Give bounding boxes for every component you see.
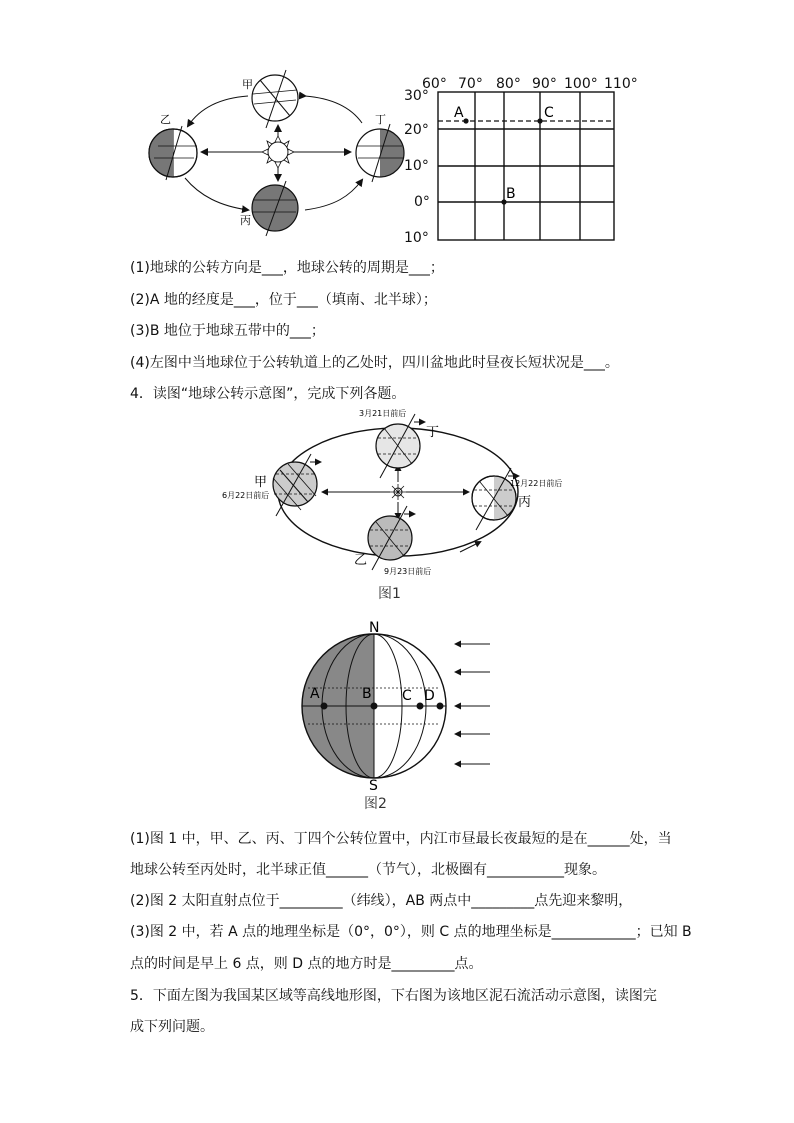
label-fig1-bing: 丙: [518, 495, 532, 510]
point-fig2-a: [321, 703, 328, 710]
label-fig2-c: C: [402, 688, 412, 704]
lon-label-110: 110°: [604, 76, 638, 92]
globe-fig1-bing: [472, 468, 518, 530]
label-fig2-d: D: [424, 688, 435, 704]
fig2-caption: 图2: [364, 796, 387, 812]
globe-fig1-yi: [368, 506, 414, 570]
label-fig2-a: A: [310, 686, 320, 702]
point-a-label: A: [454, 105, 464, 121]
point-fig2-d: [437, 703, 444, 710]
sun-icon: [390, 484, 406, 500]
label-s: S: [369, 778, 378, 794]
label-jia: 甲: [242, 78, 253, 91]
lat-label-0: 0°: [414, 194, 430, 210]
fig1-caption: 图1: [378, 586, 401, 602]
lon-label-80: 80°: [496, 76, 521, 92]
label-fig1-yi: 乙: [354, 553, 368, 568]
q5-line1: 5．下面左图为我国某区域等高线地形图，下右图为该地区泥石流活动示意图，读图完: [130, 988, 657, 1004]
point-fig2-b: [371, 703, 378, 710]
orbit-figure-1: [218, 406, 563, 582]
point-c-label: C: [544, 105, 554, 121]
date-left: 6月22日前后: [222, 491, 270, 500]
point-a: [463, 118, 468, 123]
label-fig1-jia: 甲: [254, 475, 268, 490]
globe-ding: [356, 124, 404, 182]
globe-jia: [252, 70, 298, 128]
label-n: N: [369, 620, 380, 636]
label-fig2-b: B: [362, 686, 372, 702]
point-fig2-c: [417, 703, 424, 710]
q3-sub3: (3)B 地位于地球五带中的___；: [130, 323, 325, 339]
lat-label-20: 20°: [404, 122, 429, 138]
q4-sub2: (2)图 2 太阳直射点位于_________（纬线），AB 两点中_________点先迎来黎明，: [130, 893, 633, 909]
q3-sub1: (1)地球的公转方向是___，地球公转的周期是___；: [130, 260, 444, 276]
globe-figure-2: [290, 616, 500, 792]
date-right: 12月22日前后: [510, 479, 563, 488]
q3-sub2: (2)A 地的经度是___，位于___（填南、北半球）；: [130, 292, 437, 308]
point-c: [537, 118, 542, 123]
latlon-grid-figure: [400, 72, 650, 248]
date-top: 3月21日前后: [359, 409, 407, 418]
q4-title: 4．读图“地球公转示意图”，完成下列各题。: [130, 386, 406, 402]
sun-icon: [262, 136, 294, 168]
lat-label-10: 10°: [404, 158, 429, 174]
date-bottom: 9月23日前后: [384, 567, 432, 576]
globe-fig1-ding: [376, 414, 424, 478]
lat-label-30: 30°: [404, 88, 429, 104]
label-fig1-ding: 丁: [426, 425, 440, 440]
lat-label-10s: 10°: [404, 230, 429, 246]
lon-label-100: 100°: [564, 76, 598, 92]
label-bing: 丙: [240, 214, 251, 227]
point-b-label: B: [506, 186, 516, 202]
q4-sub3-line2: 点的时间是早上 6 点，则 D 点的地方时是_________点。: [130, 956, 483, 972]
globe-yi: [149, 126, 197, 180]
label-yi: 乙: [160, 113, 171, 126]
q4-sub3-line1: (3)图 2 中，若 A 点的地理坐标是（0°，0°），则 C 点的地理坐标是____________；已知 B: [130, 924, 692, 940]
globe-fig1-jia: [273, 454, 320, 516]
q4-sub1-line2: 地球公转至丙处时，北半球正值______（节气），北极圈有___________现象。: [130, 862, 606, 878]
orbit-figure-top-left: [140, 68, 410, 238]
q4-sub1-line1: (1)图 1 中，甲、乙、丙、丁四个公转位置中，内江市昼最长夜最短的是在______处，当: [130, 831, 672, 847]
q5-line2: 成下列问题。: [130, 1019, 214, 1035]
lon-label-90: 90°: [532, 76, 557, 92]
q3-sub4: (4)左图中当地球位于公转轨道上的乙处时，四川盆地此时昼夜长短状况是___。: [130, 355, 619, 371]
lon-label-70: 70°: [458, 76, 483, 92]
lon-label-60: 60°: [422, 76, 447, 92]
globe-bing: [252, 181, 298, 236]
label-ding: 丁: [375, 113, 386, 126]
